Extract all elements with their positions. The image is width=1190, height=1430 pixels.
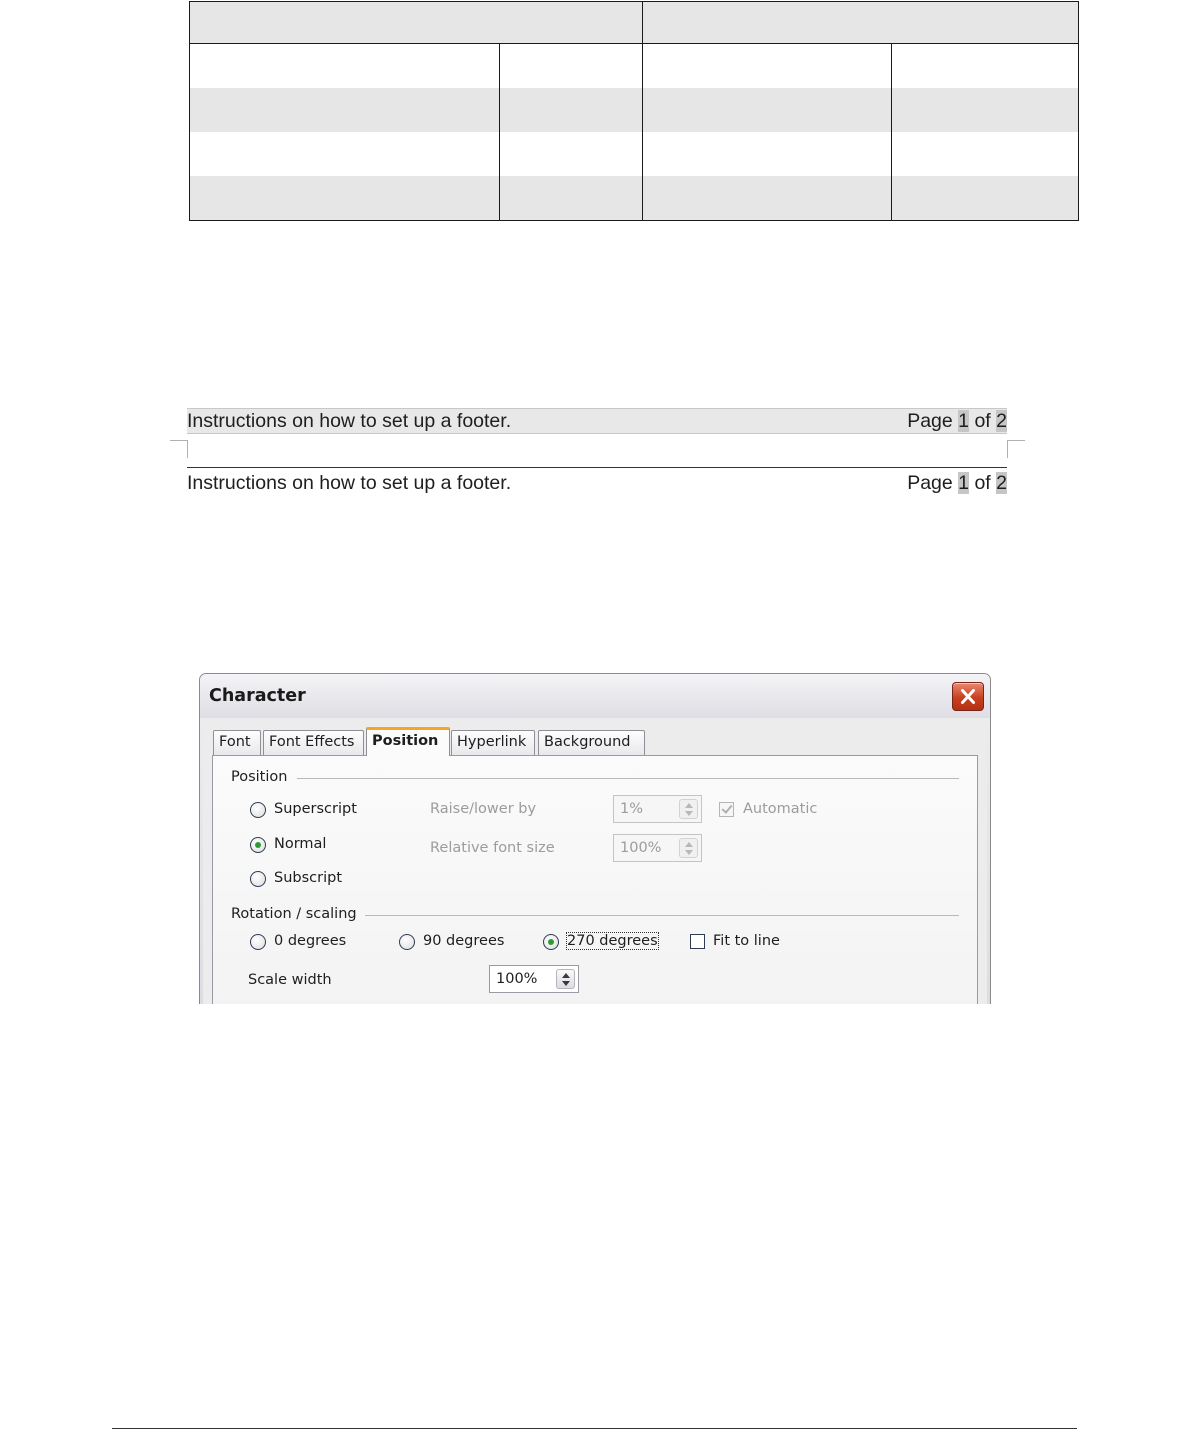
table-cell bbox=[892, 88, 1079, 132]
fit-to-line-label[interactable]: Fit to line bbox=[713, 933, 780, 949]
table-header-row bbox=[190, 2, 1079, 44]
relative-size-value: 100% bbox=[620, 840, 662, 856]
rotation-0-radio[interactable] bbox=[250, 934, 266, 950]
rotation-0-label[interactable]: 0 degrees bbox=[274, 933, 347, 949]
tab-font-effects[interactable] bbox=[263, 730, 364, 755]
spin-up-icon bbox=[685, 803, 693, 808]
tab-label: Position bbox=[372, 733, 439, 749]
character-dialog bbox=[199, 673, 991, 1004]
automatic-checkbox[interactable] bbox=[719, 802, 734, 817]
of-label: of bbox=[974, 410, 991, 432]
footer-example-plain bbox=[187, 471, 1007, 495]
check-icon bbox=[721, 802, 732, 814]
tab-position[interactable] bbox=[366, 727, 450, 756]
table-cell bbox=[190, 176, 500, 221]
page-count-field: 2 bbox=[996, 472, 1007, 494]
group-separator bbox=[365, 915, 959, 916]
crop-mark bbox=[1007, 440, 1025, 441]
spin-up-icon bbox=[685, 842, 693, 847]
tab-label: Hyperlink bbox=[457, 734, 527, 750]
position-group-label: Position bbox=[231, 769, 288, 785]
page-label: Page bbox=[907, 410, 953, 432]
spin-up-icon bbox=[562, 973, 570, 978]
table-cell bbox=[500, 44, 643, 89]
footer-page-field bbox=[907, 471, 1007, 495]
raise-lower-label: Raise/lower by bbox=[430, 801, 537, 817]
table-cell bbox=[892, 132, 1079, 176]
subscript-label[interactable]: Subscript bbox=[274, 870, 343, 886]
rotation-group-label: Rotation / scaling bbox=[231, 906, 357, 922]
automatic-label[interactable]: Automatic bbox=[743, 801, 818, 817]
table-cell bbox=[892, 44, 1079, 89]
page-number-field: 1 bbox=[958, 472, 970, 494]
normal-radio[interactable] bbox=[250, 837, 266, 853]
page-label: Page bbox=[907, 472, 953, 494]
spin-buttons[interactable] bbox=[679, 838, 698, 858]
fit-to-line-checkbox[interactable] bbox=[690, 934, 705, 949]
crop-mark bbox=[170, 440, 188, 441]
close-icon bbox=[953, 683, 983, 710]
dialog-titlebar bbox=[200, 674, 990, 718]
table-row bbox=[190, 176, 1079, 221]
document-table bbox=[189, 1, 1079, 221]
superscript-radio[interactable] bbox=[250, 802, 266, 818]
footer-text: Instructions on how to set up a footer. bbox=[187, 410, 512, 432]
page-bottom-rule bbox=[112, 1428, 1077, 1429]
scale-width-value: 100% bbox=[496, 971, 538, 987]
crop-mark bbox=[187, 440, 188, 458]
footer-separator-line bbox=[187, 467, 1007, 468]
tab-font[interactable] bbox=[213, 730, 261, 755]
table-cell bbox=[500, 132, 643, 176]
table-cell bbox=[190, 88, 500, 132]
crop-mark bbox=[1007, 440, 1008, 458]
normal-label[interactable]: Normal bbox=[274, 836, 327, 852]
table-row bbox=[190, 44, 1079, 89]
rotation-90-label[interactable]: 90 degrees bbox=[423, 933, 505, 949]
rotation-90-radio[interactable] bbox=[399, 934, 415, 950]
position-tab-panel bbox=[212, 755, 978, 1004]
spin-down-icon bbox=[685, 850, 693, 855]
tab-hyperlink[interactable] bbox=[451, 730, 535, 755]
superscript-label[interactable]: Superscript bbox=[274, 801, 357, 817]
footer-example-shaded bbox=[187, 408, 1007, 434]
group-separator bbox=[297, 778, 959, 779]
scale-width-label: Scale width bbox=[248, 972, 332, 988]
footer-text: Instructions on how to set up a footer. bbox=[187, 472, 512, 494]
footer-page-field bbox=[907, 409, 1007, 433]
rotation-270-label[interactable]: 270 degrees bbox=[567, 933, 658, 949]
subscript-radio[interactable] bbox=[250, 871, 266, 887]
table-cell bbox=[643, 132, 892, 176]
relative-size-spinbox[interactable] bbox=[613, 834, 702, 862]
raise-lower-value: 1% bbox=[620, 801, 644, 817]
raise-lower-spinbox[interactable] bbox=[613, 795, 702, 823]
relative-size-label: Relative font size bbox=[430, 840, 555, 856]
table-cell bbox=[892, 176, 1079, 221]
table-header-cell bbox=[190, 2, 643, 44]
dialog-title: Character bbox=[209, 686, 306, 706]
table-cell bbox=[190, 132, 500, 176]
table-cell bbox=[500, 88, 643, 132]
table-cell bbox=[643, 176, 892, 221]
tab-label: Background bbox=[544, 734, 631, 750]
table-row bbox=[190, 132, 1079, 176]
close-button[interactable] bbox=[952, 682, 984, 711]
of-label: of bbox=[974, 472, 991, 494]
table-cell bbox=[500, 176, 643, 221]
table-cell bbox=[643, 44, 892, 89]
table-cell bbox=[190, 44, 500, 89]
table-cell bbox=[643, 88, 892, 132]
spin-buttons[interactable] bbox=[556, 969, 575, 989]
spin-down-icon bbox=[562, 981, 570, 986]
page-count-field: 2 bbox=[996, 410, 1007, 432]
spin-buttons[interactable] bbox=[679, 799, 698, 819]
dialog-client-area bbox=[203, 718, 987, 1004]
page-number-field: 1 bbox=[958, 410, 970, 432]
table-row bbox=[190, 88, 1079, 132]
tab-background[interactable] bbox=[538, 730, 645, 755]
tab-label: Font Effects bbox=[269, 734, 355, 750]
rotation-270-radio[interactable] bbox=[543, 934, 559, 950]
spin-down-icon bbox=[685, 811, 693, 816]
scale-width-spinbox[interactable] bbox=[489, 965, 579, 993]
table-header-cell bbox=[643, 2, 1079, 44]
tab-label: Font bbox=[219, 734, 251, 750]
